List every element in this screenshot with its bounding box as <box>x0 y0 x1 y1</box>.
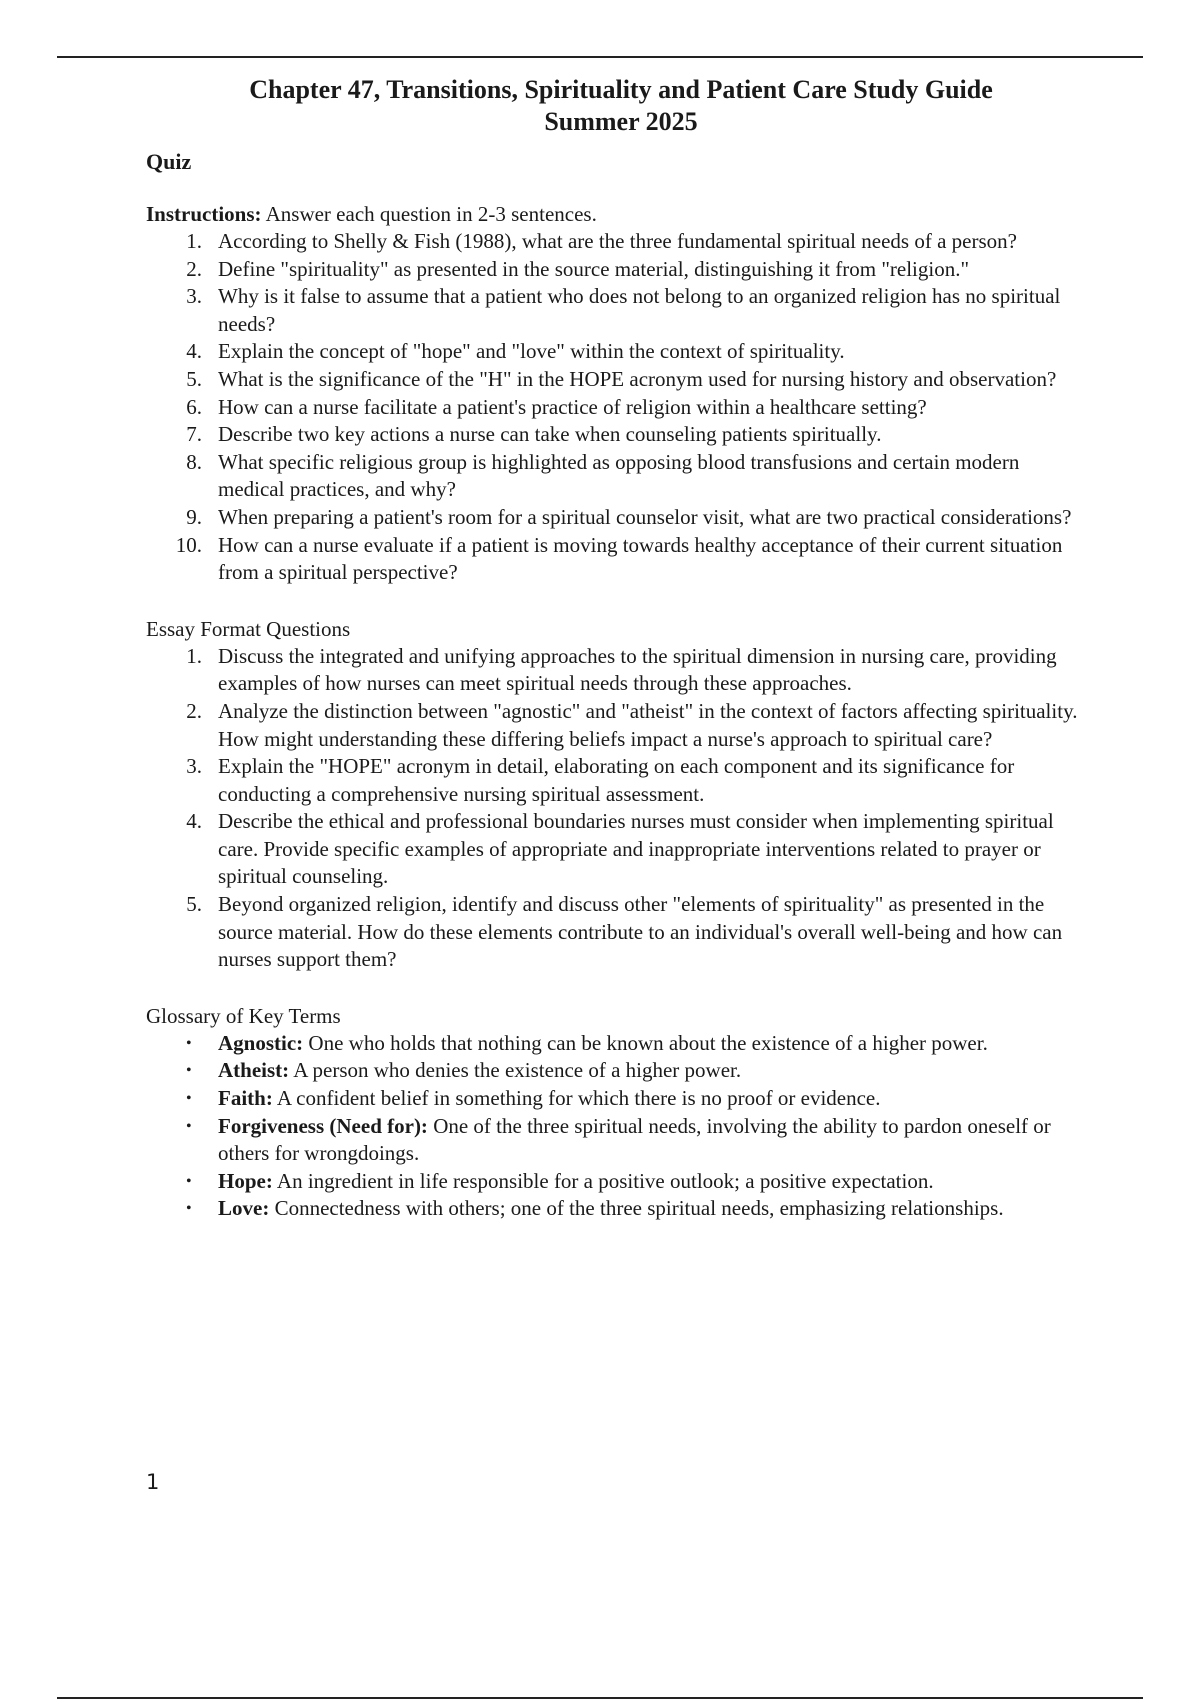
question-number: 5. <box>186 892 202 917</box>
glossary-item <box>146 1168 1091 1196</box>
glossary-definition: An ingredient in life responsible for a positive outlook; a positive expectation. <box>272 1168 934 1193</box>
quiz-question <box>146 532 1091 587</box>
question-number: 9. <box>186 504 202 529</box>
question-text: Describe the ethical and professional boundaries nurses must consider when implementing spiritual care. Provide specific examples of appropriate and inappropriate interventions related to prayer or spiritual counseling. <box>218 809 1054 889</box>
document-page <box>146 74 1091 1223</box>
question-text: How can a nurse facilitate a patient's practice of religion within a healthcare setting? <box>218 394 927 419</box>
glossary-list <box>146 1030 1091 1223</box>
title-line-1: Chapter 47, Transitions, Spirituality and Patient Care Study Guide <box>249 75 993 104</box>
question-text: Beyond organized religion, identify and discuss other "elements of spirituality" as presented in the source material. How do these elements contribute to an individual's overall well-being and how can nurses support them? <box>218 892 1063 972</box>
quiz-heading: Quiz <box>146 149 192 174</box>
quiz-question-list <box>146 228 1091 587</box>
glossary-item <box>146 1085 1091 1113</box>
glossary-item <box>146 1113 1091 1168</box>
quiz-question <box>146 366 1091 394</box>
question-number: 2. <box>186 698 202 723</box>
question-number: 10. <box>175 532 202 557</box>
instructions <box>146 200 1091 228</box>
document-title <box>146 74 1091 138</box>
instructions-text: Answer each question in 2-3 sentences. <box>261 202 597 226</box>
glossary-term: Faith: <box>218 1086 273 1111</box>
quiz-question <box>146 228 1091 256</box>
essay-question <box>146 698 1091 753</box>
glossary-term: Agnostic: <box>218 1030 304 1055</box>
glossary-definition: A confident belief in something for which there is no proof or evidence. <box>272 1086 881 1111</box>
glossary-heading: Glossary of Key Terms <box>146 1003 341 1028</box>
question-number: 5. <box>186 366 202 391</box>
question-text: How can a nurse evaluate if a patient is moving towards healthy acceptance of their current situation from a spiritual perspective? <box>218 532 1063 585</box>
glossary-definition: One of the three spiritual needs, involving the ability to pardon oneself or others for wrongdoings. <box>218 1113 1051 1166</box>
question-text: Define "spirituality" as presented in the source material, distinguishing it from "religion." <box>218 256 970 281</box>
question-number: 3. <box>186 284 202 309</box>
glossary-item <box>146 1195 1091 1223</box>
question-text: What specific religious group is highlighted as opposing blood transfusions and certain modern medical practices, and why? <box>218 449 1020 502</box>
glossary-term: Hope: <box>218 1168 273 1193</box>
essay-question <box>146 643 1091 698</box>
question-number: 6. <box>186 394 202 419</box>
glossary-term: Forgiveness (Need for): <box>218 1113 428 1138</box>
question-text: Describe two key actions a nurse can take when counseling patients spiritually. <box>218 422 882 447</box>
bullet-icon: • <box>186 1062 192 1080</box>
footer-rule <box>57 1697 1143 1699</box>
glossary-term: Love: <box>218 1196 270 1221</box>
question-number: 4. <box>186 809 202 834</box>
question-text: Analyze the distinction between "agnostic" and "atheist" in the context of factors affecting spirituality. How might understanding these differing beliefs impact a nurse's approach to spiritual care? <box>218 698 1078 751</box>
page-number: 1 <box>146 1470 160 1494</box>
quiz-question <box>146 256 1091 284</box>
essay-question <box>146 808 1091 891</box>
glossary-item <box>146 1030 1091 1058</box>
question-number: 4. <box>186 339 202 364</box>
question-text: According to Shelly & Fish (1988), what are the three fundamental spiritual needs of a person? <box>218 229 1017 253</box>
glossary-definition: One who holds that nothing can be known about the existence of a higher power. <box>303 1030 988 1055</box>
question-number: 2. <box>186 256 202 281</box>
question-text: Explain the "HOPE" acronym in detail, elaborating on each component and its significance for conducting a comprehensive nursing spiritual assessment. <box>218 754 1015 806</box>
bullet-icon: • <box>186 1034 192 1052</box>
question-text: Explain the concept of "hope" and "love" within the context of spirituality. <box>218 339 845 364</box>
question-text: Discuss the integrated and unifying approaches to the spiritual dimension in nursing care, providing examples of how nurses can meet spiritual needs through these approaches. <box>218 643 1057 696</box>
glossary-definition: A person who denies the existence of a higher power. <box>289 1058 742 1083</box>
instructions-label: Instructions: <box>146 202 262 226</box>
quiz-question <box>146 394 1091 422</box>
bullet-icon: • <box>186 1172 192 1190</box>
question-number: 7. <box>186 422 202 447</box>
essay-heading: Essay Format Questions <box>146 616 351 641</box>
question-number: 8. <box>186 449 202 474</box>
question-text: Why is it false to assume that a patient who does not belong to an organized religion has no spiritual needs? <box>218 284 1061 336</box>
question-number: 1. <box>186 643 202 668</box>
essay-question <box>146 753 1091 808</box>
quiz-question <box>146 421 1091 449</box>
bullet-icon: • <box>186 1117 192 1135</box>
header-rule <box>57 56 1143 58</box>
bullet-icon: • <box>186 1200 192 1218</box>
question-text: When preparing a patient's room for a spiritual counselor visit, what are two practical considerations? <box>218 504 1072 529</box>
glossary-term: Atheist: <box>218 1058 290 1083</box>
essay-question <box>146 891 1091 974</box>
question-number: 3. <box>186 754 202 779</box>
essay-question-list <box>146 643 1091 974</box>
glossary-definition: Connectedness with others; one of the three spiritual needs, emphasizing relationships. <box>269 1196 1004 1221</box>
quiz-question <box>146 504 1091 532</box>
title-line-2: Summer 2025 <box>544 107 698 136</box>
quiz-question <box>146 283 1091 338</box>
quiz-question <box>146 449 1091 504</box>
question-text: What is the significance of the "H" in the HOPE acronym used for nursing history and observation? <box>218 366 1057 391</box>
question-number: 1. <box>186 229 202 253</box>
bullet-icon: • <box>186 1090 192 1108</box>
quiz-question <box>146 338 1091 366</box>
glossary-item <box>146 1057 1091 1085</box>
